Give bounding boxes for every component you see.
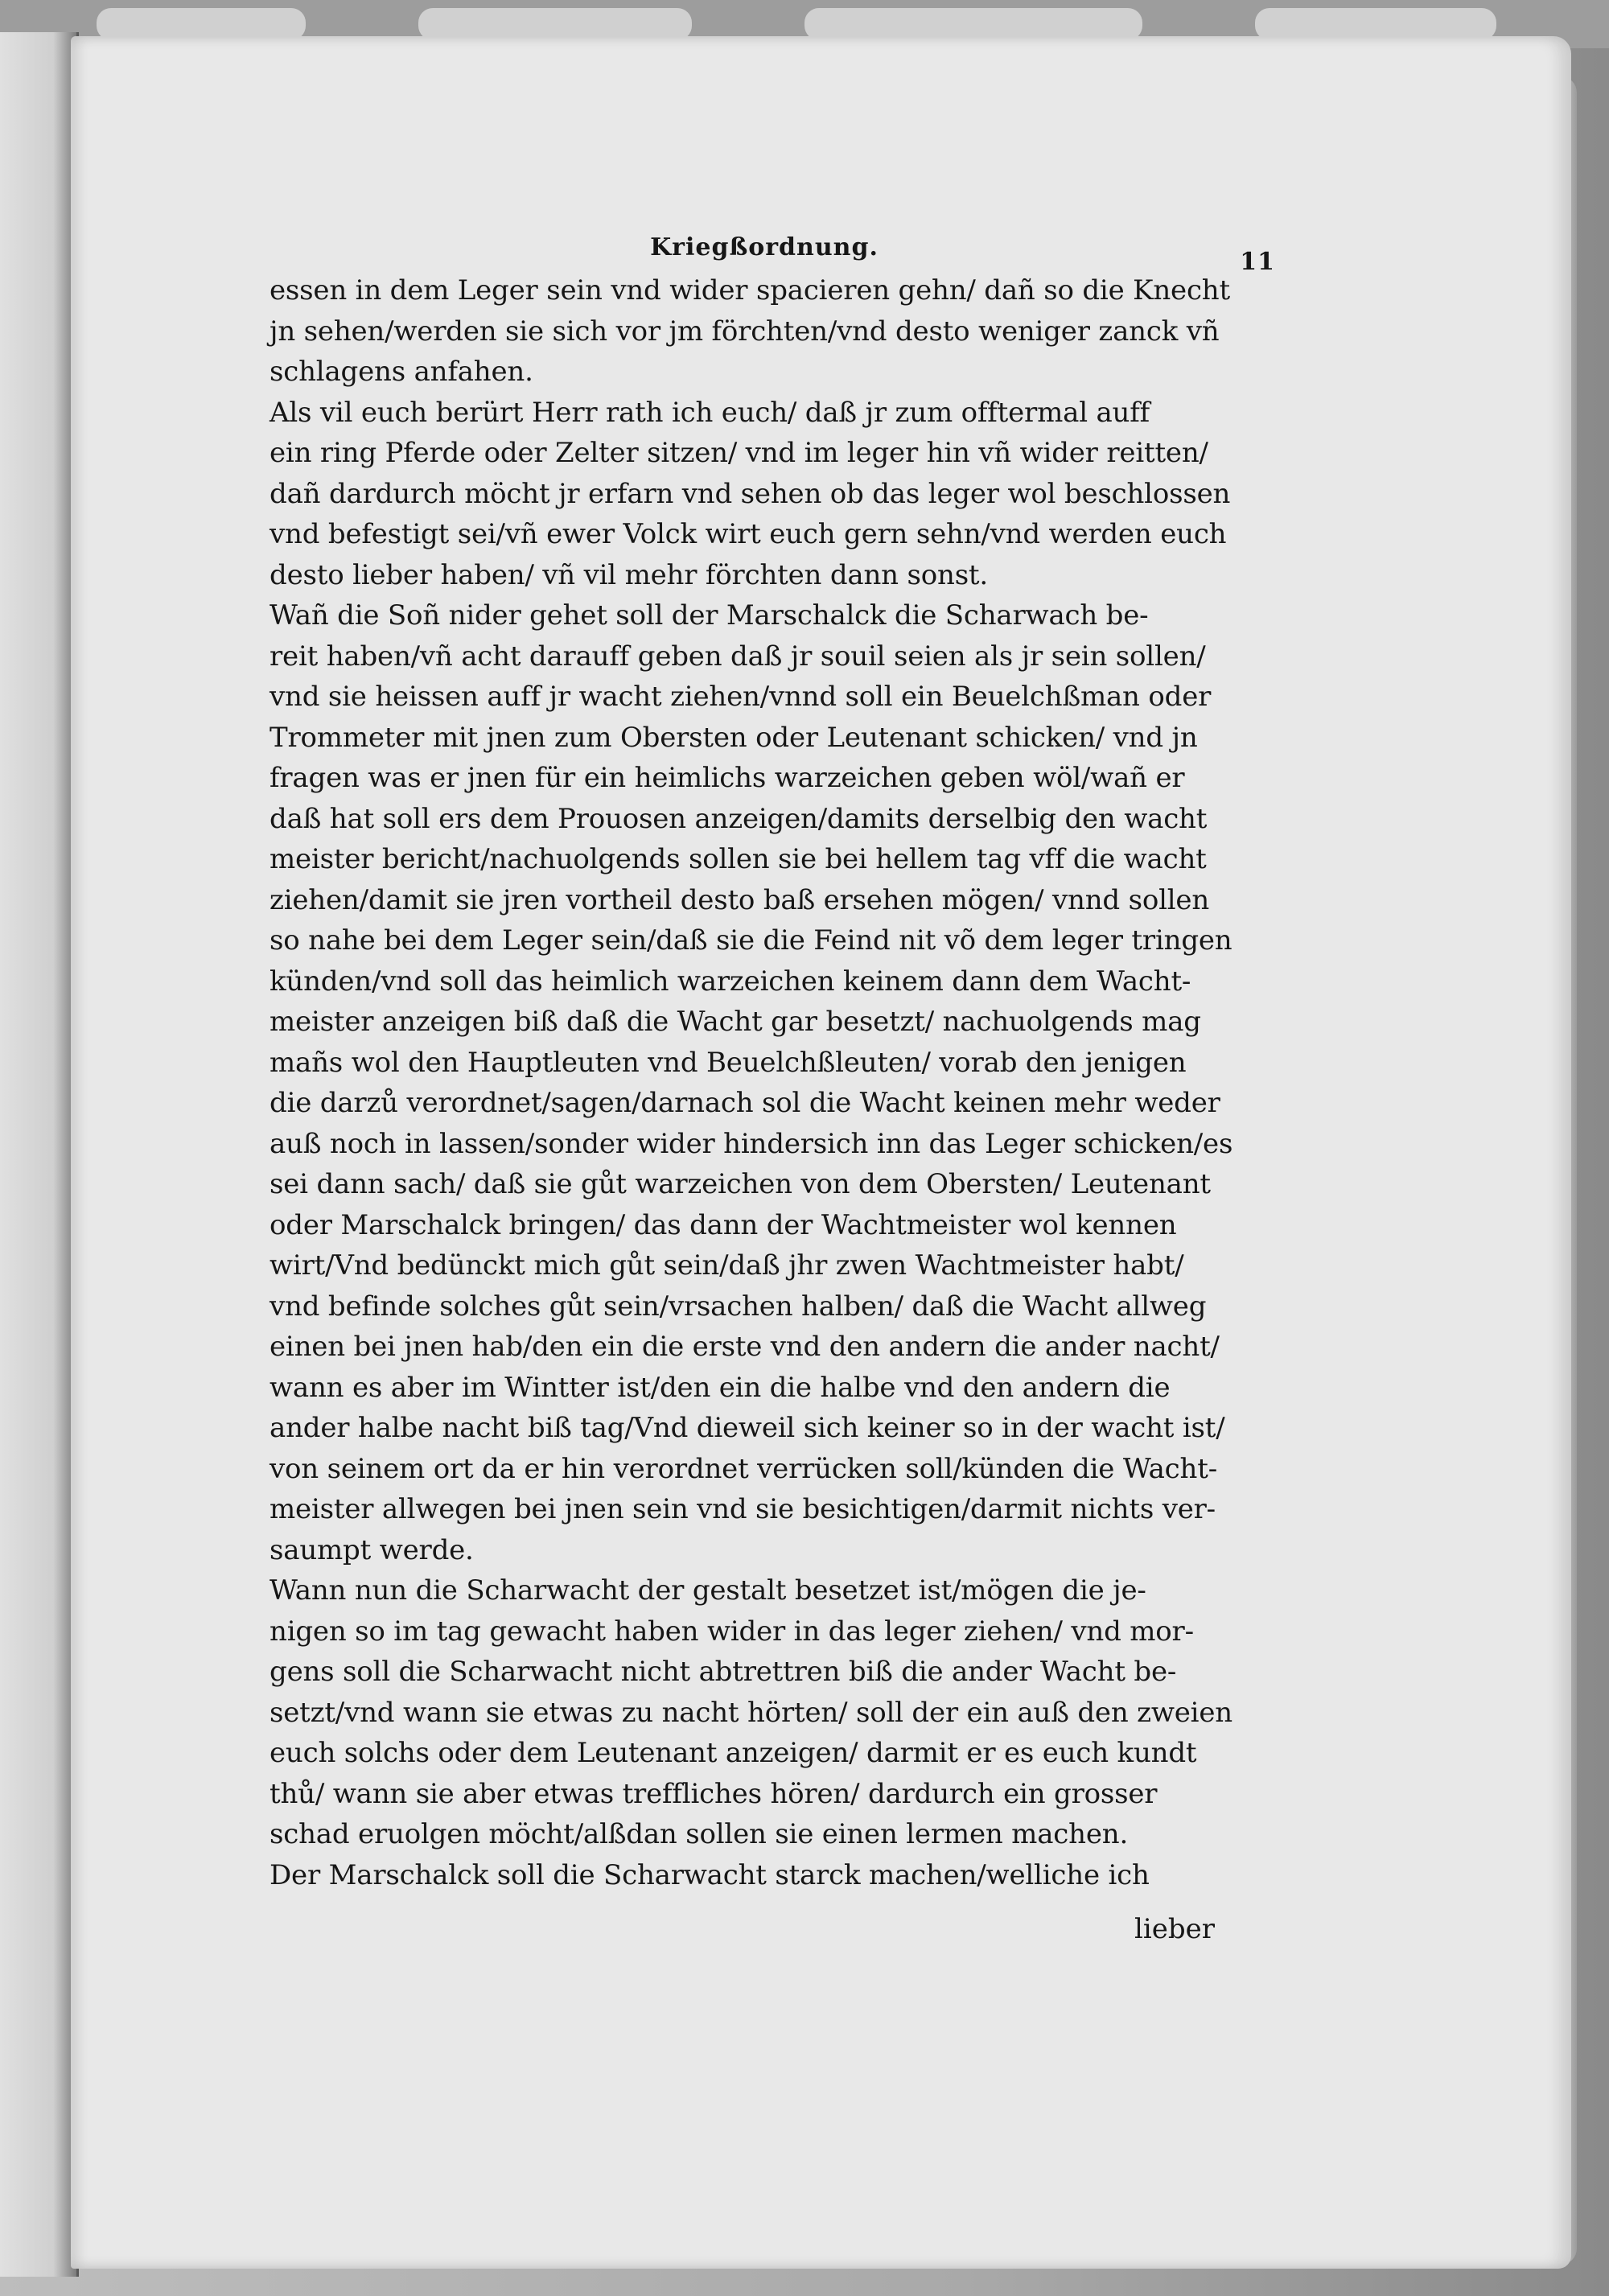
text-line: essen in dem Leger sein vnd wider spacieren gehn/ dañ so die Knecht <box>270 274 1230 307</box>
text-line: meister bericht/nachuolgends sollen sie bei hellem tag vff die wacht <box>270 843 1207 875</box>
text-line: daß hat soll ers dem Prouosen anzeigen/damits derselbig den wacht <box>270 802 1208 835</box>
text-line: schad eruolgen möcht/alßdan sollen sie einen lermen machen. <box>270 1818 1129 1850</box>
text-line: künden/vnd soll das heimlich warzeichen keinem dann dem Wacht- <box>270 965 1191 998</box>
running-head <box>270 233 1275 276</box>
text-line: reit haben/vñ acht darauff geben daß jr souil seien als jr sein sollen/ <box>270 640 1206 673</box>
text-line: die darzů verordnet/sagen/darnach sol die Wacht keinen mehr weder <box>270 1087 1220 1119</box>
text-line: saumpt werde. <box>270 1533 474 1566</box>
text-line: setzt/vnd wann sie etwas zu nacht hörten/ soll der ein auß den zweien <box>270 1696 1232 1729</box>
text-line: von seinem ort da er hin verordnet verrücken soll/künden die Wacht- <box>270 1452 1217 1485</box>
text-line: gens soll die Scharwacht nicht abtrettren biß die ander Wacht be- <box>270 1656 1177 1688</box>
text-line: einen bei jnen hab/den ein die erste vnd den andern die ander nacht/ <box>270 1331 1220 1363</box>
text-line: wirt/Vnd bedünckt mich gůt sein/daß jhr zwen Wachtmeister habt/ <box>270 1249 1184 1282</box>
text-line: Trommeter mit jnen zum Obersten oder Leutenant schicken/ vnd jn <box>270 721 1198 754</box>
text-line: nigen so im tag gewacht haben wider in das leger ziehen/ vnd mor- <box>270 1615 1194 1648</box>
text-line: fragen was er jnen für ein heimlichs warzeichen geben wöl/wañ er <box>270 762 1185 794</box>
text-line: Wañ die Soñ nider gehet soll der Marschalck die Scharwach be- <box>270 599 1149 632</box>
paper-fragment <box>418 8 692 40</box>
folio-number: 11 <box>1240 248 1275 276</box>
text-line: desto lieber haben/ vñ vil mehr förchten dann sonst. <box>270 558 989 591</box>
catchword: lieber <box>1134 1913 1216 1945</box>
text-line: ziehen/damit sie jren vortheil desto baß ersehen mögen/ vnnd sollen <box>270 883 1210 916</box>
text-line: auß noch in lassen/sonder wider hindersich inn das Leger schicken/es <box>270 1127 1233 1160</box>
text-line: Als vil euch berürt Herr rath ich euch/ daß jr zum offtermal auff <box>270 396 1150 429</box>
running-head-title: Kriegßordnung. <box>650 233 879 261</box>
text-block <box>270 233 1275 1895</box>
text-line: dañ dardurch möcht jr erfarn vnd sehen ob das leger wol beschlossen <box>270 477 1231 510</box>
text-line: oder Marschalck bringen/ das dann der Wachtmeister wol kennen <box>270 1208 1177 1241</box>
text-line: thů/ wann sie aber etwas treffliches hören/ dardurch ein grosser <box>270 1777 1158 1810</box>
text-line: ander halbe nacht biß tag/Vnd dieweil sich keiner so in der wacht ist/ <box>270 1412 1225 1444</box>
text-line: vnd befestigt sei/vñ ewer Volck wirt euch gern sehn/vnd werden euch <box>270 518 1227 550</box>
text-line: schlagens anfahen. <box>270 356 533 388</box>
paper-fragment <box>1255 8 1496 40</box>
text-line: Wann nun die Scharwacht der gestalt besetzet ist/mögen die je- <box>270 1574 1146 1607</box>
paper-fragment <box>97 8 306 40</box>
text-line: Der Marschalck soll die Scharwacht starck machen/welliche ich <box>270 1858 1150 1891</box>
text-line: ein ring Pferde oder Zelter sitzen/ vnd im leger hin vñ wider reitten/ <box>270 437 1208 469</box>
text-line: sei dann sach/ daß sie gůt warzeichen von dem Obersten/ Leutenant <box>270 1168 1211 1200</box>
text-line: wann es aber im Wintter ist/den ein die halbe vnd den andern die <box>270 1371 1171 1404</box>
text-line: meister anzeigen biß daß die Wacht gar besetzt/ nachuolgends mag <box>270 1006 1201 1038</box>
text-line: so nahe bei dem Leger sein/daß sie die Feind nit võ dem leger tringen <box>270 924 1232 957</box>
previous-page-edge <box>0 32 79 2277</box>
text-lines <box>270 270 1259 1895</box>
text-line: meister allwegen bei jnen sein vnd sie besichtigen/darmit nichts ver- <box>270 1493 1216 1525</box>
text-line: vnd sie heissen auff jr wacht ziehen/vnnd soll ein Beuelchßman oder <box>270 681 1212 713</box>
text-line: mañs wol den Hauptleuten vnd Beuelchßleuten/ vorab den jenigen <box>270 1046 1187 1079</box>
text-line: jn sehen/werden sie sich vor jm förchten/vnd desto weniger zanck vñ <box>270 315 1220 348</box>
text-line: euch solchs oder dem Leutenant anzeigen/ darmit er es euch kundt <box>270 1737 1197 1769</box>
text-line: vnd befinde solches gůt sein/vrsachen halben/ daß die Wacht allweg <box>270 1290 1207 1323</box>
paper-fragment <box>804 8 1142 40</box>
